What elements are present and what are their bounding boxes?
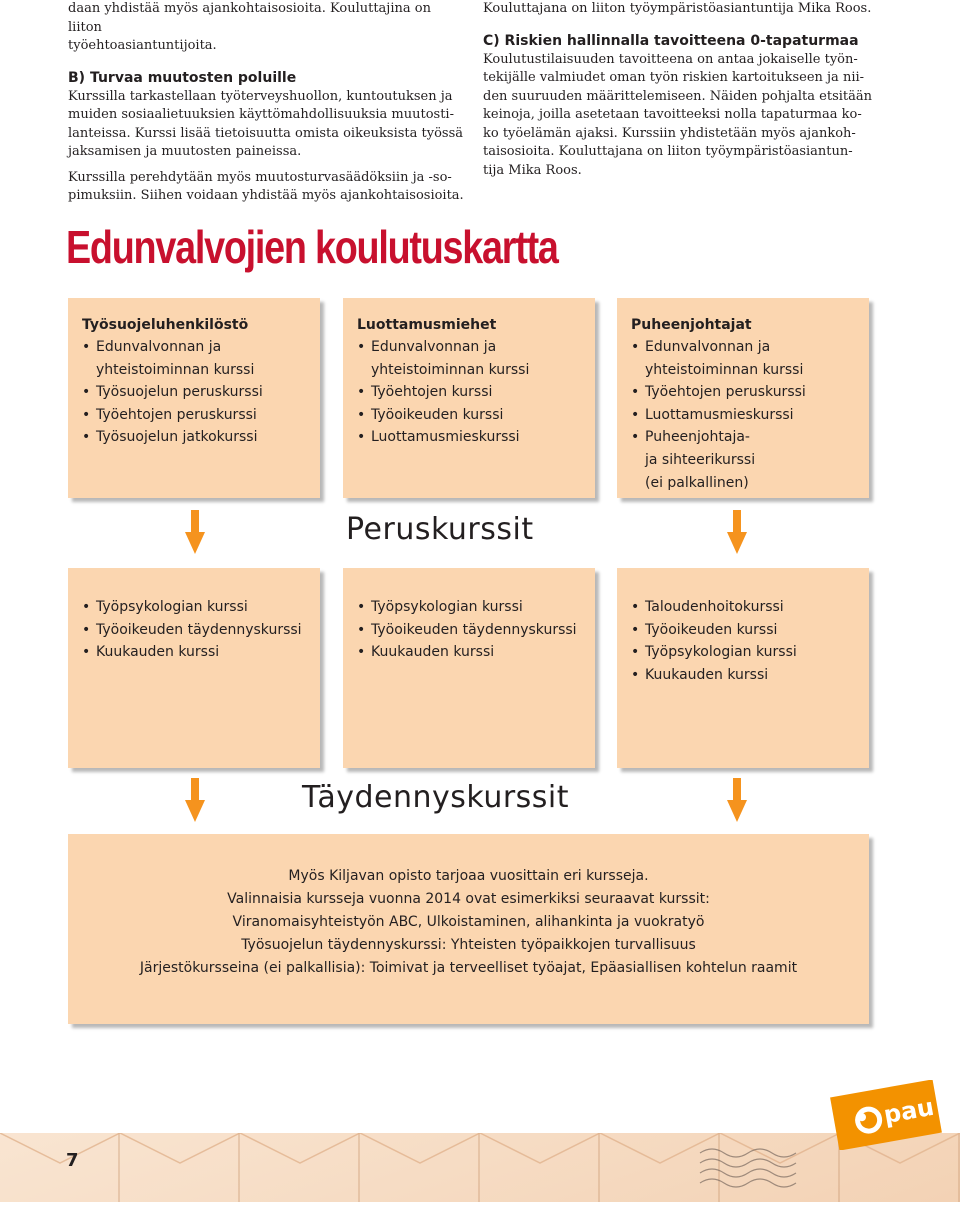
- course-text: yhteistoiminnan kurssi: [645, 361, 804, 378]
- course-item: • Työoikeuden täydennyskurssi: [82, 619, 308, 642]
- box-heading: Työsuojeluhenkilöstö: [82, 317, 249, 333]
- course-item: [357, 381, 583, 404]
- info-line: Myös Kiljavan opisto tarjoaa vuosittain eri kursseja.: [288, 868, 649, 884]
- info-line: Järjestökursseina (ei palkallisia): Toimivat ja terveelliset työajat, Epäasiallisen kohtelun raamit: [139, 960, 798, 976]
- supplementary-box-1: [68, 568, 320, 768]
- course-item: [82, 426, 308, 449]
- intro-right-line: Kouluttajana on liiton työympäristöasiantuntija Mika Roos.: [483, 1, 872, 16]
- envelope-pattern-footer: [0, 1133, 960, 1202]
- course-text: Edunvalvonnan ja: [371, 339, 497, 355]
- course-text: Työehtojen peruskurssi: [645, 384, 806, 401]
- course-item: • Taloudenhoitokurssi: [631, 596, 857, 619]
- course-item: • Kuukauden kurssi: [631, 664, 857, 687]
- section-c-line: den suuruuden määrittelemiseen. Näiden pohjalta etsitään: [483, 88, 873, 104]
- section-c-line: tekijälle valmiudet oman työn riskien kartoitukseen ja nii-: [483, 70, 865, 85]
- intro-left-line: daan yhdistää myös ajankohtaisosioita. Kouluttajina on liiton: [68, 1, 431, 35]
- course-text: Työsuojelun peruskurssi: [96, 384, 263, 401]
- box-heading: Puheenjohtajat: [631, 317, 752, 333]
- course-text: Työoikeuden kurssi: [371, 406, 504, 423]
- course-text: Työehtojen kurssi: [371, 384, 493, 401]
- course-text: yhteistoiminnan kurssi: [371, 361, 530, 378]
- kiljava-info-box: [68, 834, 869, 1024]
- supplementary-courses-label: Täydennyskurssit: [302, 780, 570, 815]
- basic-box-luottamusmiehet: [343, 298, 595, 498]
- section-b-heading: B) Turvaa muutosten poluille: [68, 69, 297, 86]
- course-item: [631, 404, 857, 427]
- down-arrow-icon: [727, 510, 747, 554]
- course-item: [82, 336, 308, 381]
- map-title: Edunvalvojien koulutuskartta: [66, 221, 558, 273]
- intro-left-line: työehtoasiantuntijoita.: [68, 38, 217, 53]
- section-b-line: pimuksiin. Siihen voidaan yhdistää myös ajankohtaisosioita.: [68, 188, 464, 203]
- info-line: Viranomaisyhteistyön ABC, Ulkoistaminen, alihankinta ja vuokratyö: [232, 914, 705, 930]
- course-text: Puheenjohtaja-: [645, 429, 750, 446]
- down-arrow-icon: [727, 778, 747, 822]
- course-item: • Kuukauden kurssi: [357, 641, 583, 664]
- course-text: Luottamusmieskurssi: [371, 429, 520, 446]
- section-c-line: tija Mika Roos.: [483, 162, 582, 178]
- box-heading: Luottamusmiehet: [357, 317, 497, 333]
- down-arrow-icon: [185, 778, 205, 822]
- course-text: Luottamusmieskurssi: [645, 406, 794, 423]
- course-text: Työehtojen peruskurssi: [96, 406, 257, 423]
- basic-box-puheenjohtajat: [617, 298, 869, 498]
- course-item: • Työpsykologian kurssi: [631, 641, 857, 664]
- section-c-line: taisosioita. Kouluttajana on liiton työympäristöasiantun-: [483, 144, 853, 159]
- course-text: (ei palkallinen): [645, 474, 749, 491]
- course-text: Edunvalvonnan ja: [645, 339, 771, 355]
- supplementary-box-2: [343, 568, 595, 768]
- section-b-line: Kurssilla perehdytään myös muutosturvasäädöksiin ja -so-: [68, 169, 452, 185]
- course-item: [357, 404, 583, 427]
- section-c-line: keinoja, joilla asetetaan tavoitteeksi nolla tapaturmaa ko-: [483, 107, 862, 122]
- course-item: [631, 426, 857, 494]
- course-item: [631, 336, 857, 381]
- intro-left-column: [68, 0, 468, 206]
- section-c-line: ko työelämän ajaksi. Kurssiin yhdistetään myös ajankoh-: [483, 125, 856, 141]
- supplementary-box-3: [617, 568, 869, 768]
- course-item: • Työpsykologian kurssi: [357, 596, 583, 619]
- info-line: Työsuojelun täydennyskurssi: Yhteisten työpaikkojen turvallisuus: [241, 937, 696, 953]
- course-item: • Työpsykologian kurssi: [82, 596, 308, 619]
- course-item: [82, 381, 308, 404]
- intro-right-column: [483, 0, 883, 180]
- section-c-line: Koulutustilaisuuden tavoitteena on antaa jokaiselle työn-: [483, 51, 858, 67]
- envelope-flaps-decoration: [0, 1133, 960, 1202]
- course-item: [82, 404, 308, 427]
- course-text: Edunvalvonnan ja: [96, 339, 222, 355]
- pau-logo-icon: [826, 1080, 946, 1150]
- section-c-heading: C) Riskien hallinnalla tavoitteena 0-tapaturmaa: [483, 32, 859, 49]
- section-b-line: lanteissa. Kurssi lisää tietoisuutta omista oikeuksista työssä: [68, 125, 464, 141]
- course-item: [357, 426, 583, 449]
- course-item: [631, 381, 857, 404]
- page-number: 7: [66, 1150, 79, 1171]
- info-line: Valinnaisia kursseja vuonna 2014 ovat esimerkiksi seuraavat kurssit:: [227, 891, 710, 907]
- basic-courses-label: Peruskurssit: [346, 512, 534, 547]
- course-item: [357, 336, 583, 381]
- section-b-line: muiden sosiaalietuuksien käyttömahdollisuuksia muutosti-: [68, 107, 454, 122]
- down-arrow-icon: [185, 510, 205, 554]
- section-b-line: Kurssilla tarkastellaan työterveyshuollon, kuntoutuksen ja: [68, 88, 453, 104]
- course-item: • Työoikeuden kurssi: [631, 619, 857, 642]
- course-item: • Kuukauden kurssi: [82, 641, 308, 664]
- course-text: ja sihteerikurssi: [645, 451, 756, 468]
- course-text: yhteistoiminnan kurssi: [96, 361, 255, 378]
- svg-text:pau: pau: [881, 1092, 937, 1130]
- basic-box-tyosuojeluhenkilosto: [68, 298, 320, 498]
- section-b-line: jaksamisen ja muutosten paineissa.: [68, 144, 302, 159]
- course-item: • Työoikeuden täydennyskurssi: [357, 619, 583, 642]
- course-text: Työsuojelun jatkokurssi: [96, 429, 258, 446]
